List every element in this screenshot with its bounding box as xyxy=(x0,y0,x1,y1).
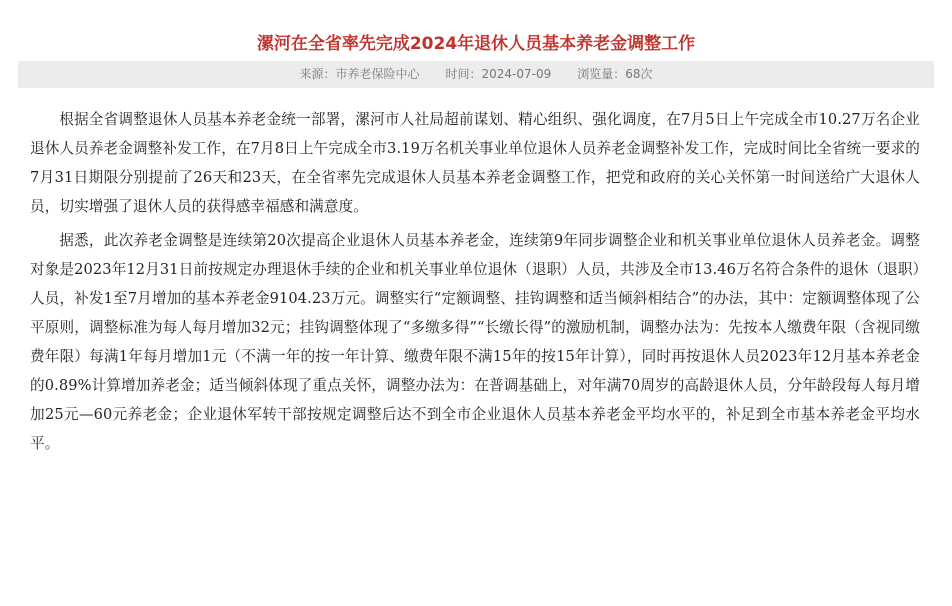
article-title: 漯河在全省率先完成2024年退休人员基本养老金调整工作 xyxy=(256,34,696,55)
article-paragraph: 据悉，此次养老金调整是连续第20次提高企业退休人员基本养老金，连续第9年同步调整企业和机关事业单位退休人员养老金。调整对象是2023年12月31日前按规定办理退休手续的企业和机关事业单位退休（退职）人员，共涉及全市13.46万名符合条件的退休（退职）人员，补发1至7月增加的基本养老金9104.23万元。调整实行“定额调整、挂钩调整和适当倾斜相结合”的办法，其中：定额调整体现了公平原则，调整标准为每人每月增加32元；挂钩调整体现了“多缴多得”“长缴长得”的激励机制，调整办法为：先按本人缴费年限（含视同缴费年限）每满1年每月增加1元（不满一年的按一年计算、缴费年限不满15年的按15年计算），同时再按退休人员2023年12月基本养老金的0.89%计算增加养老金；适当倾斜体现了重点关怀，调整办法为：在普调基础上，对年满70周岁的高龄退休人员，分年龄段每人每月增加25元—60元养老金；企业退休军转干部按规定调整后达不到全市企业退休人员基本养老金平均水平的，补足到全市基本养老金平均水平。 xyxy=(30,232,920,452)
article-source: 来源：市养老保险中心 xyxy=(299,67,420,81)
article-publish-time: 时间：2024-07-09 xyxy=(445,67,552,81)
article-paragraph: 根据全省调整退休人员基本养老金统一部署，漯河市人社局超前谋划、精心组织、强化调度，在7月5日上午完成全市10.27万名企业退休人员养老金调整补发工作，在7月8日上午完成全市3.19万名机关事业单位退休人员养老金调整补发工作，完成时间比全省统一要求的7月31日期限分别提前了26天和23天，在全省率先完成退休人员基本养老金调整工作，把党和政府的关心关怀第一时间送给广大退休人员，切实增强了退休人员的获得感幸福感和满意度。 xyxy=(30,111,920,215)
article-meta-bar xyxy=(18,61,934,88)
article-body xyxy=(30,105,920,458)
article-view-count: 浏览量：68次 xyxy=(577,67,653,81)
